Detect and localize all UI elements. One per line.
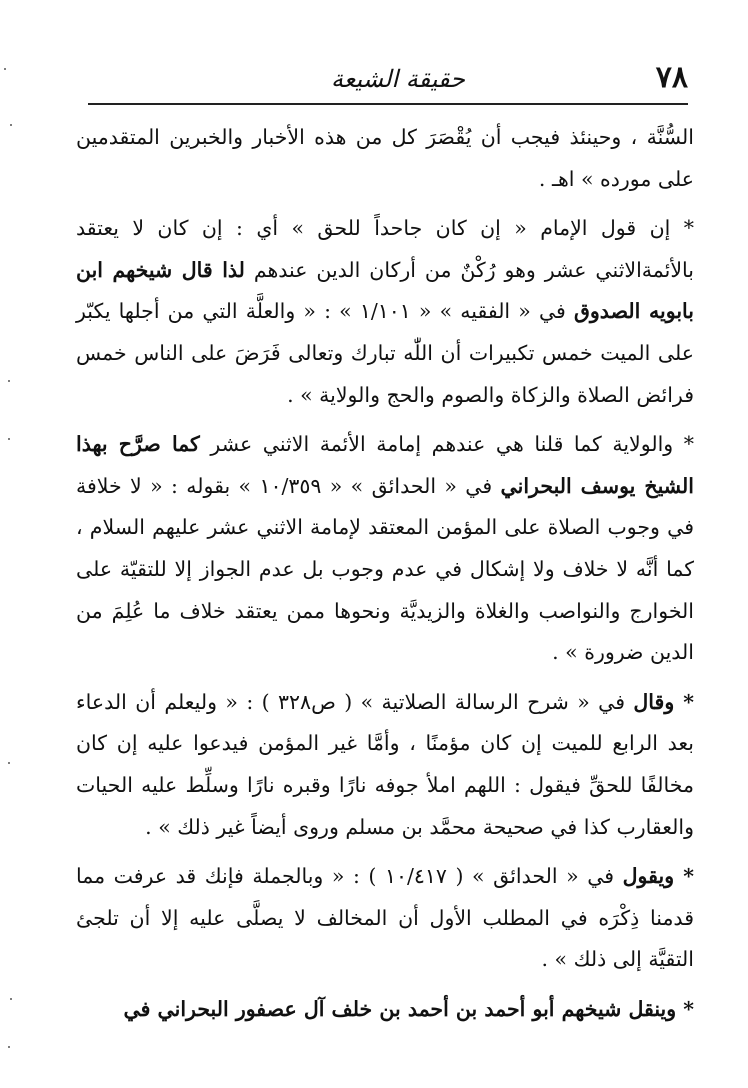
bold-text: لذا قال شيخهم ابن بابويه الصدوق bbox=[76, 257, 694, 324]
text-run: في « شرح الرسالة الصلاتية » ( ص٣٢٨ ) : « وليعلم أن الدعاء بعد الرابع للميت إن كان مؤمنًا ، وأمَّا غير المؤمن فيدعوا عليه إن كان مخالفًا للحقِّ فيقول : اللهم املأ جوفه نارًا وقبره نارًا وسلِّط عليه الحيات والعقارب كذا في صحيحة محمَّد بن مسلم وروى أيضاً غير ذلك » . bbox=[76, 689, 694, 839]
running-title: حقيقة الشيعة bbox=[331, 65, 465, 93]
margin-speck bbox=[8, 762, 10, 764]
paragraph bbox=[76, 856, 694, 981]
text-run: * والولاية كما قلنا هي عندهم إمامة الأئمة الاثني عشر bbox=[199, 432, 694, 457]
page-header bbox=[88, 58, 688, 102]
paragraph bbox=[76, 989, 694, 1031]
margin-speck bbox=[8, 438, 10, 440]
paragraph bbox=[76, 424, 694, 674]
text-run: في « الحدائق » ( ١٠/٤١٧ ) : « وبالجملة فإنك قد عرفت مما قدمنا ذِكْرَه في المطلب الأول أن المخالف لا يصلَّى عليه إلا أن تلجئ التقيَّة إلى ذلك » . bbox=[76, 864, 694, 972]
paragraph bbox=[76, 208, 694, 416]
paragraph bbox=[76, 117, 694, 200]
bold-text: * وينقل شيخهم أبو أحمد بن أحمد بن خلف آل عصفور البحراني في bbox=[123, 996, 694, 1021]
text-run: في « الحدائق » « ١٠/٣٥٩ » بقوله : « لا خلافة في وجوب الصلاة على المؤمن المعتقد لإمامة الاثني عشر عليهم السلام ، كما أنَّه لا خلاف ولا إشكال في عدم وجوب بل عدم الجواز إلا للتقيّة على الخوارج والنواصب والغلاة والزيديَّة ونحوها ممن يعتقد خلاف ما عُلِمَ من الدين ضرورة » . bbox=[76, 473, 694, 665]
margin-speck bbox=[8, 1046, 10, 1048]
margin-speck bbox=[10, 124, 12, 126]
bold-text: * وقال bbox=[633, 689, 694, 714]
text-run: السُّنَّة ، وحينئذ فيجب أن يُقْصَرَ كل من هذه الأخبار والخبرين المتقدمين على مورده » اهـ . bbox=[76, 125, 694, 191]
margin-speck bbox=[8, 380, 10, 382]
text-run: في « الفقيه » « ١/١٠١ » : « والعلَّة التي من أجلها يكبّر على الميت خمس تكبيرات أن اللّٰه تبارك وتعالى فَرَضَ على الناس خمس فرائض الصلاة والزكاة والصوم والحج والولاية » . bbox=[76, 299, 694, 407]
margin-speck bbox=[10, 998, 12, 1000]
text-run: * إن قول الإمام « إن كان جاحداً للحق » أي : إن كان لا يعتقد بالأئمةالاثني عشر وهو رُكْنٌ من أركان الدين عندهم bbox=[76, 216, 694, 282]
bold-text: كما صرَّح بهذا الشيخ يوسف البحراني bbox=[76, 432, 694, 498]
paragraph bbox=[76, 682, 694, 848]
body-text bbox=[76, 117, 694, 1038]
page-number: ٧٨ bbox=[655, 60, 688, 95]
margin-speck bbox=[4, 68, 6, 70]
bold-text: * ويقول bbox=[622, 864, 694, 889]
header-rule bbox=[88, 103, 688, 105]
